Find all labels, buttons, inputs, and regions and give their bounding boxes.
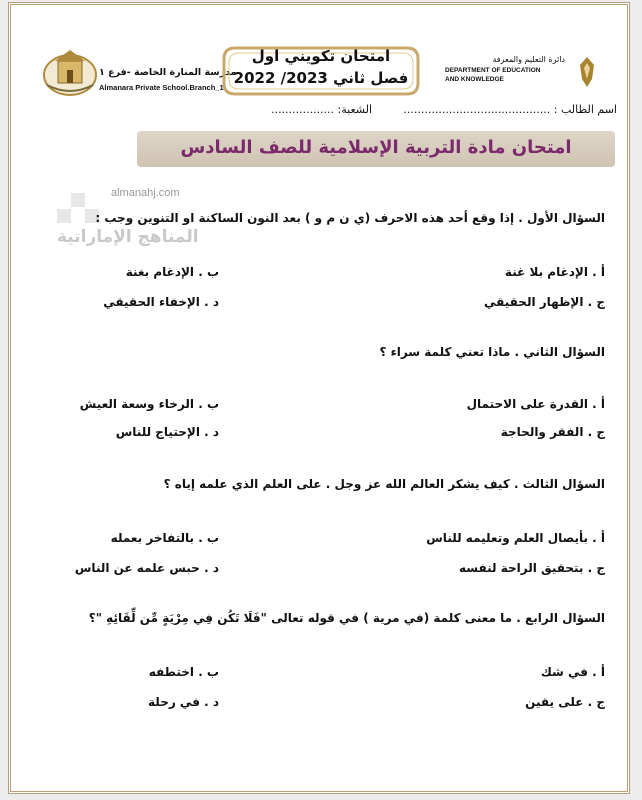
school-name-english: Almanara Private School.Branch_1 <box>99 83 224 92</box>
q4-option-a: أ . في شك <box>540 665 605 679</box>
department-name-english-line2: AND KNOWLEDGE <box>445 76 504 83</box>
student-name-field: اسم الطالب : .......................................... <box>403 103 617 116</box>
falcon-emblem-icon <box>574 55 600 89</box>
q2-option-c: ج . الفقر والحاجة <box>500 425 605 439</box>
q4-option-d: د . في رحلة <box>148 695 219 709</box>
exam-header <box>11 5 627 105</box>
q3-option-d: د . حبس علمه عن الناس <box>74 561 219 575</box>
q4-option-b: ب . اختطفه <box>148 665 219 679</box>
watermark-arabic: المناهج الإماراتية <box>57 227 199 247</box>
q1-option-b: ب . الإدغام بغنة <box>125 265 219 279</box>
q1-option-a: أ . الإدغام بلا غنة <box>504 265 605 279</box>
department-name-english-line1: DEPARTMENT OF EDUCATION <box>445 67 541 74</box>
question-2: السؤال الثاني . ماذا تعني كلمة سراء ؟ <box>379 345 605 359</box>
q1-option-d: د . الإخفاء الحقيقي <box>103 295 219 309</box>
school-name-arabic: مدرسة المنارة الخاصة -فرع ١ <box>99 67 237 78</box>
q3-option-a: أ . بأيصال العلم وتعليمه للناس <box>426 531 605 545</box>
q3-option-b: ب . بالتفاخر بعمله <box>110 531 219 545</box>
q2-option-b: ب . الرخاء وسعة العيش <box>79 397 219 411</box>
q1-option-c: ج . الإظهار الحقيقي <box>483 295 605 309</box>
exam-title: امتحان تكويني اول <box>251 47 391 65</box>
exam-term: فصل ثاني 2023/ 2022 <box>233 69 409 87</box>
q4-option-c: ج . على يقين <box>525 695 605 709</box>
q3-option-c: ج . بتحقيق الراحة لنفسه <box>459 561 605 575</box>
q2-option-a: أ . القدرة على الاحتمال <box>466 397 605 411</box>
section-field: الشعبة: .................. <box>271 103 372 116</box>
subject-title: امتحان مادة التربية الإسلامية للصف السادس <box>180 137 572 158</box>
school-logo-icon <box>41 45 99 99</box>
watermark-site: almanahj.com <box>111 187 180 199</box>
department-name-arabic: دائرة التعليم والمعرفة <box>492 55 565 64</box>
question-1: السؤال الأول . إذا وقع أحد هذه الاحرف (ي ن م و ) بعد النون الساكنة او التنوين وجب : <box>95 211 605 225</box>
exam-paper <box>8 2 630 794</box>
q2-option-d: د . الإحتياج للناس <box>115 425 219 439</box>
question-4: السؤال الرابع . ما معنى كلمة (في مرية ) في قوله تعالى "فَلَا تَكُن فِي مِرْيَةٍ مِّن لِّقَائِهِ "؟ <box>88 611 605 625</box>
question-3: السؤال الثالث . كيف يشكر العالم الله عز وجل . على العلم الذي علمه إياه ؟ <box>163 477 605 491</box>
